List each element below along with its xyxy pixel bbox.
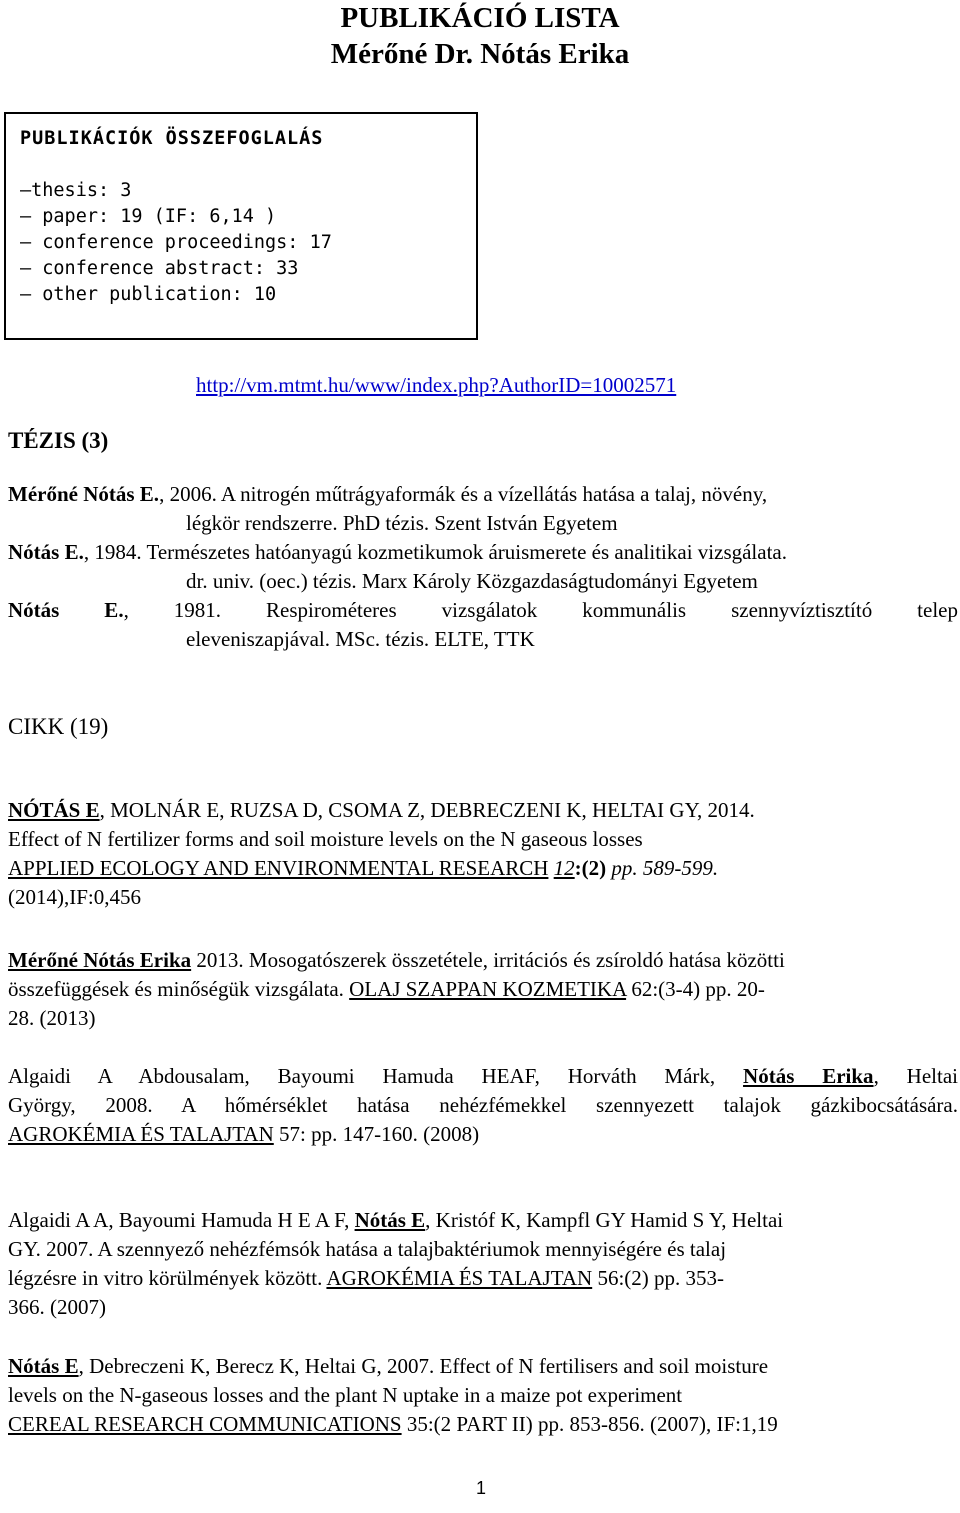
- article-year-if: (2014),IF:0,456: [8, 885, 141, 909]
- mtmt-author-link[interactable]: http://vm.mtmt.hu/www/index.php?AuthorID=10002571: [196, 373, 677, 397]
- article-text: 2013. Mosogatószerek összetétele, irritációs és zsíroldó hatása közötti: [191, 948, 785, 972]
- article-volume: 12: [553, 856, 575, 880]
- article-text: 57: pp. 147-160. (2008): [273, 1122, 480, 1146]
- summary-item: – conference abstract: 33: [20, 258, 299, 279]
- summary-box: [4, 112, 478, 340]
- article-entry: [8, 796, 958, 912]
- article-text: György, 2008. A hőmérséklet hatása nehézfémekkel szennyezett talajok gázkibocsátására.: [8, 1093, 958, 1117]
- thesis-text: , 1984. Természetes hatóanyagú kozmetikumok áruismerete és analitikai vizsgálata.: [83, 540, 787, 564]
- article-text: légzésre in vitro körülmények között.: [8, 1266, 327, 1290]
- thesis-entry: [8, 538, 958, 596]
- article-text: Algaidi A A, Bayoumi Hamuda H E A F,: [8, 1208, 355, 1232]
- thesis-text-cont: dr. univ. (oec.) tézis. Marx Károly Közgazdaságtudományi Egyetem: [186, 569, 758, 593]
- article-author: Nótás Erika: [743, 1064, 874, 1088]
- summary-item: –thesis: 3: [20, 180, 132, 201]
- summary-item: – other publication: 10: [20, 284, 277, 305]
- thesis-author: Nótás E.: [8, 540, 84, 564]
- article-text: 366. (2007): [8, 1295, 106, 1319]
- summary-header: PUBLIKÁCIÓK ÖSSZEFOGLALÁS: [20, 128, 324, 149]
- summary-item: – paper: 19 (IF: 6,14 ): [20, 206, 277, 227]
- article-text: 62:(3-4) pp. 20-: [626, 977, 765, 1001]
- article-journal: AGROKÉMIA ÉS TALAJTAN: [326, 1266, 593, 1290]
- article-text: 28. (2013): [8, 1006, 96, 1030]
- article-author: Nótás E: [354, 1208, 426, 1232]
- article-text: levels on the N-gaseous losses and the plant N uptake in a maize pot experiment: [8, 1383, 683, 1407]
- article-journal: AGROKÉMIA ÉS TALAJTAN: [8, 1122, 274, 1146]
- article-entry: [8, 1352, 958, 1439]
- summary-item: – conference proceedings: 17: [20, 232, 332, 253]
- thesis-text-cont: eleveniszapjával. MSc. tézis. ELTE, TTK: [186, 627, 535, 651]
- thesis-text: , 2006. A nitrogén műtrágyaformák és a vízellátás hatása a talaj, növény,: [159, 482, 768, 506]
- article-author: Nótás E: [8, 1354, 79, 1378]
- article-entry: [8, 1206, 958, 1322]
- article-text: , Heltai: [873, 1064, 958, 1088]
- article-title: Effect of N fertilizer forms and soil moisture levels on the N gaseous losses: [8, 827, 643, 851]
- page-number: 1: [476, 1478, 487, 1498]
- article-pages: pp. 589-599.: [606, 856, 719, 880]
- articles-heading: CIKK (19): [8, 714, 109, 739]
- article-entry: [8, 1062, 958, 1149]
- article-journal: CEREAL RESEARCH COMMUNICATIONS: [8, 1412, 402, 1436]
- article-journal: OLAJ SZAPPAN KOZMETIKA: [349, 977, 627, 1001]
- article-journal: APPLIED ECOLOGY AND ENVIRONMENTAL RESEARCH: [8, 856, 549, 880]
- article-text: , Debreczeni K, Berecz K, Heltai G, 2007. Effect of N fertilisers and soil moisture: [78, 1354, 769, 1378]
- article-author: Mérőné Nótás Erika: [8, 948, 192, 972]
- article-author: NÓTÁS E: [8, 798, 100, 822]
- article-entry: [8, 946, 958, 1033]
- thesis-entry: [8, 480, 958, 538]
- summary-list: [20, 178, 332, 308]
- article-text: összefüggések és minőségük vizsgálata.: [8, 977, 350, 1001]
- article-text: Algaidi A Abdousalam, Bayoumi Hamuda HEAF, Horváth Márk,: [8, 1064, 744, 1088]
- article-text: 35:(2 PART II) pp. 853-856. (2007), IF:1,19: [401, 1412, 778, 1436]
- title-line-1: PUBLIKÁCIÓ LISTA: [340, 2, 620, 34]
- article-text: , Kristóf K, Kampfl GY Hamid S Y, Heltai: [425, 1208, 784, 1232]
- thesis-text: , 1981. Respirométeres vizsgálatok kommunális szennyvíztisztító telep: [123, 598, 958, 622]
- thesis-heading: TÉZIS (3): [8, 428, 109, 453]
- article-authors: , MOLNÁR E, RUZSA D, CSOMA Z, DEBRECZENI K, HELTAI GY, 2014.: [99, 798, 755, 822]
- title-line-2: Mérőné Dr. Nótás Erika: [330, 38, 630, 70]
- article-text: 56:(2) pp. 353-: [592, 1266, 725, 1290]
- page-title: [0, 0, 960, 72]
- article-issue: :(2): [574, 856, 607, 880]
- thesis-entry: [8, 596, 958, 654]
- thesis-author: Mérőné Nótás E.: [8, 482, 160, 506]
- thesis-text-cont: légkör rendszerre. PhD tézis. Szent István Egyetem: [186, 511, 618, 535]
- article-text: GY. 2007. A szennyező nehézfémsók hatása a talajbaktériumok mennyiségére és talaj: [8, 1237, 727, 1261]
- thesis-author: Nótás E.: [8, 598, 124, 622]
